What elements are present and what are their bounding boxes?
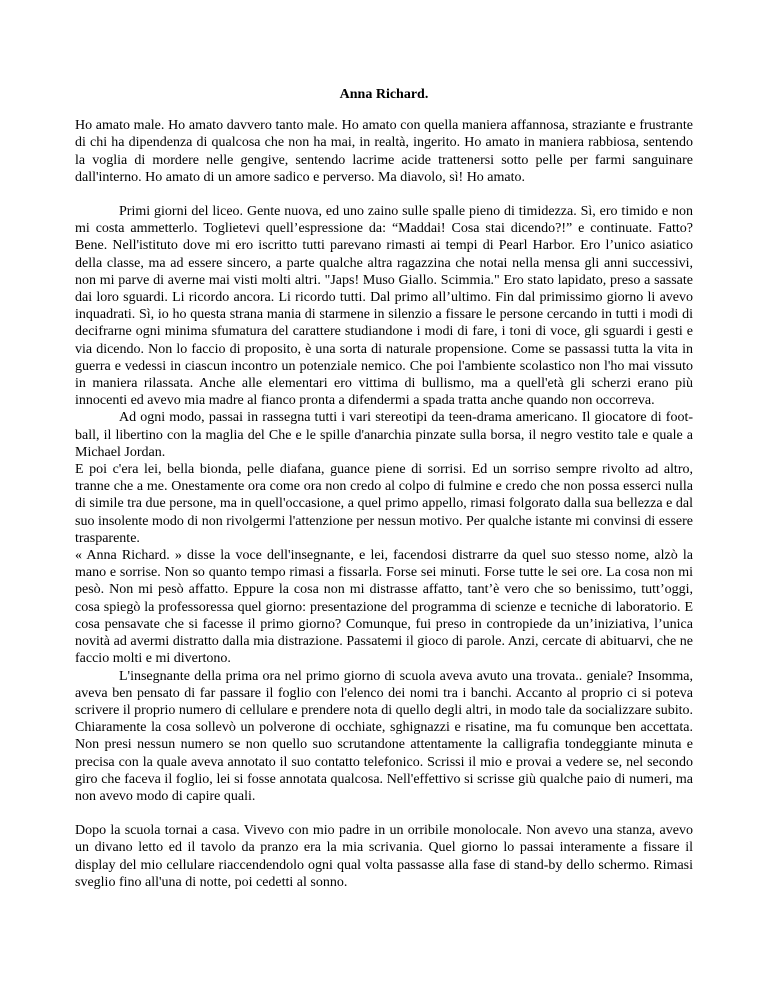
paragraph-7: Dopo la scuola tornai a casa. Vivevo con mio padre in un orribile monolocale. Non avevo una stanza, avevo un divano letto ed il tavolo da pranzo era la mia scrivania. Quel giorno lo passai interamente a fissare il display del mio cellulare riaccendendolo ogni qual volta passasse alla fase di stand-by dello schermo. Rimasi sveglio fino all'una di notte, poi cedetti al sonno.	[75, 823, 693, 890]
paragraph-2: Primi giorni del liceo. Gente nuova, ed uno zaino sulle spalle pieno di timidezza. Sì, ero timido e non mi costa ammetterlo. Toglietevi quell’espressione da: “Maddai! Cosa stai dicendo?!” e continuate. Fatto? Bene. Nell'istituto dove mi ero iscritto tutti parevano rimasti ai tempi di Pearl Harbor. Ero l’unico asiatico della classe, ma ad essere sincero, a parte qualche altra ragazzina che notai nella mensa gli anni successivi, non mi parve di averne mai visti molti altri. "Japs! Muso Giallo. Scimmia." Ero stato lapidato, preso a sassate dai loro sguardi. Li ricordo ancora. Li ricordo tutti. Dal primo all’ultimo. Fin dal primissimo giorno li avevo inquadrati. Sì, io ho questa strana mania di starmene in silenzio a fissare le persone cercando in tutti i modi di decifrarne ogni minima sfumatura del carattere studiandone i modi di fare, i toni di voce, gli sguardi i gesti e via dicendo. Non lo faccio di proposito, è una sorta di naturale propensione. Come se passassi tutta la vita in guerra e vedessi in ciascun incontro un potenziale nemico. Che poi l'ambiente scolastico non l'ho mai vissuto in maniera rilassata. Anche alle elementari ero vittima di bullismo, ma a quell'età gli scherzi erano più innocenti ed avevo mia madre al fianco pronta a difendermi a spada tratta anche quando non occorreva.	[75, 204, 693, 409]
paragraph-3: Ad ogni modo, passai in rassegna tutti i vari stereotipi da teen-drama americano. Il giocatore di foot-ball, il libertino con la maglia del Che e le spille d'anarchia pinzate sulla borsa, il negro vestito tale e quale a Michael Jordan.	[75, 410, 693, 460]
document-page	[75, 86, 693, 891]
paragraph-1: Ho amato male. Ho amato davvero tanto male. Ho amato con quella maniera affannosa, straziante e frustrante di chi ha dipendenza di qualcosa che non ha mai, in realtà, ingerito. Ho amato in maniera rabbiosa, sentendo la voglia di mordere nelle gengive, sentendo lacrime acide trattenersi sotto pelle per farmi sanguinare dall'interno. Ho amato di un amore sadico e perverso. Ma diavolo, sì! Ho amato.	[75, 118, 693, 185]
paragraph-6: L'insegnante della prima ora nel primo giorno di scuola aveva avuto una trovata.. geniale? Insomma, aveva ben pensato di far passare il foglio con l'elenco dei nomi tra i banchi. Accanto al proprio ci si poteva scrivere il proprio numero di cellulare e prendere nota di quello degli altri, in modo tale da socializzare subito. Chiaramente la cosa sollevò un polverone di occhiate, sghignazzi e risatine, ma fu comunque ben accettata. Non presi nessun numero se non quello suo scrutandone attentamente la calligrafia tondeggiante minuta e precisa con la quale aveva annotato il suo contatto telefonico. Scrissi il mio e provai a vedere se, nel secondo giro che faceva il foglio, lei si fosse annotata qualcosa. Nell'effettivo si scrisse giù qualche paio di numeri, ma non avevo modo di capire quali.	[75, 668, 693, 804]
paragraph-5: « Anna Richard. » disse la voce dell'insegnante, e lei, facendosi distrarre da quel suo stesso nome, alzò la mano e sorrise. Non so quanto tempo rimasi a fissarla. Forse sei minuti. Forse tutte le sei ore. La cosa non mi pesò. Non mi pesò affatto. Eppure la cosa non mi distrasse affatto, tant’è vero che so benissimo, tutt’oggi, cosa spiegò la professoressa quel giorno: presentazione del programma di scienze e tecniche di laboratorio. E cosa pensavate che si facesse il primo giorno? Comunque, fui preso in contropiede da un’iniziativa, l’unica novità ad avermi distratto dalla mia distrazione. Passatemi il gioco di parole. Anzi, cercate di abituarvi, che ne faccio molti e mi divertono.	[75, 548, 693, 667]
paragraph-4: E poi c'era lei, bella bionda, pelle diafana, guance piene di sorrisi. Ed un sorriso sempre rivolto ad altro, tranne che a me. Onestamente ora come ora non credo al colpo di fulmine e credo che non possa esserci nulla di simile tra due persone, ma in quell'occasione, a quel primo appello, rimasi folgorato dalla sua bellezza e dal suo insolente modo di non rivolgermi l'attenzione per nessun motivo. Per qualche istante mi convinsi di essere trasparente.	[75, 462, 694, 546]
document-title: Anna Richard.	[339, 87, 429, 102]
